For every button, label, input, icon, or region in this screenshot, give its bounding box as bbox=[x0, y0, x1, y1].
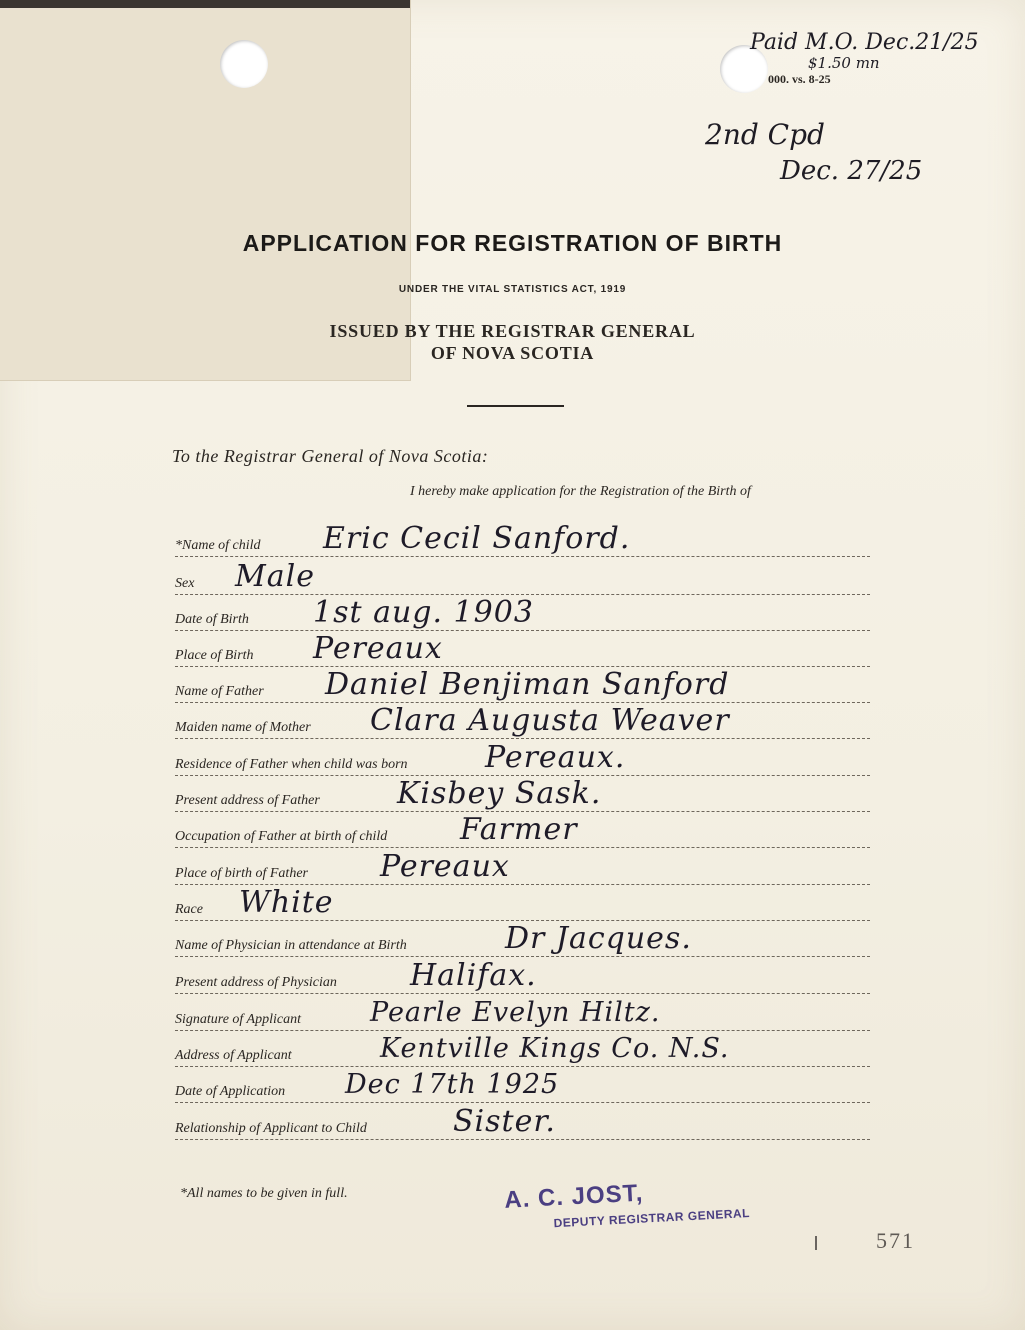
margin-tick-mark bbox=[815, 1236, 817, 1250]
page-title: APPLICATION FOR REGISTRATION OF BIRTH bbox=[242, 230, 783, 256]
field-value: Farmer bbox=[460, 812, 578, 847]
field-value: White bbox=[239, 885, 334, 920]
field-value: Pereaux bbox=[313, 631, 443, 666]
field-place-of-birth bbox=[175, 632, 870, 667]
field-label: Place of Birth bbox=[175, 648, 254, 663]
handwritten-copy-date: Dec. 27/25 bbox=[780, 156, 923, 186]
footnote: *All names to be given in full. bbox=[180, 1186, 348, 1201]
field-occupation-of-father bbox=[175, 813, 870, 848]
field-relationship-to-child bbox=[175, 1105, 870, 1140]
field-value: Kentville Kings Co. N.S. bbox=[380, 1033, 730, 1064]
field-label: Place of birth of Father bbox=[175, 866, 308, 881]
field-value: Clara Augusta Weaver bbox=[370, 703, 730, 738]
field-date-of-application bbox=[175, 1068, 870, 1103]
field-label: Race bbox=[175, 902, 203, 917]
issuer-line-1: ISSUED BY THE REGISTRAR GENERAL bbox=[329, 321, 696, 341]
issuer-heading bbox=[0, 320, 1025, 364]
field-address-of-applicant bbox=[175, 1032, 870, 1067]
field-label: Present address of Physician bbox=[175, 975, 337, 990]
field-label: Date of Application bbox=[175, 1084, 286, 1099]
field-label: Name of Physician in attendance at Birth bbox=[175, 938, 407, 953]
registrar-stamp bbox=[504, 1173, 767, 1243]
field-value: Male bbox=[235, 559, 315, 594]
field-name-of-physician bbox=[175, 922, 870, 957]
top-edge-strip bbox=[0, 0, 410, 8]
page-number: 571 bbox=[876, 1228, 915, 1253]
field-label: Residence of Father when child was born bbox=[175, 757, 408, 772]
field-name-of-father bbox=[175, 668, 870, 703]
field-place-of-birth-of-father bbox=[175, 850, 870, 885]
field-sex bbox=[175, 560, 870, 595]
field-label: Name of Father bbox=[175, 684, 264, 699]
field-value: Dec 17th 1925 bbox=[345, 1069, 560, 1100]
handwritten-payment-amount: $1.50 mn bbox=[808, 54, 880, 72]
field-value: Halifax. bbox=[410, 958, 537, 993]
intro-line: I hereby make application for the Registration of the Birth of bbox=[410, 484, 751, 499]
field-label: Address of Applicant bbox=[175, 1048, 292, 1063]
field-residence-of-father bbox=[175, 741, 870, 776]
field-value: 1st aug. 1903 bbox=[313, 595, 534, 630]
field-label: Relationship of Applicant to Child bbox=[175, 1121, 367, 1136]
field-signature-of-applicant bbox=[175, 996, 870, 1031]
stamp-role: DEPUTY REGISTRAR GENERAL bbox=[553, 1206, 751, 1231]
stamp-name: A. C. JOST, bbox=[503, 1179, 644, 1214]
field-value: Pearle Evelyn Hiltz. bbox=[370, 997, 661, 1028]
field-value: Kisbey Sask. bbox=[397, 776, 602, 811]
field-label: Present address of Father bbox=[175, 793, 320, 808]
field-present-address-of-physician bbox=[175, 959, 870, 994]
page-subtitle: UNDER THE VITAL STATISTICS ACT, 1919 bbox=[398, 284, 627, 295]
field-value: Daniel Benjiman Sanford bbox=[325, 667, 730, 702]
handwritten-copy-note: 2nd Cpd bbox=[705, 118, 825, 151]
field-label: Sex bbox=[175, 576, 195, 591]
handwritten-payment-note: Paid M.O. Dec.21/25 bbox=[750, 30, 979, 55]
punch-hole-left bbox=[220, 40, 268, 88]
field-name-of-child bbox=[175, 522, 870, 557]
field-value: Pereaux. bbox=[485, 740, 626, 775]
form-number: 000. vs. 8-25 bbox=[768, 72, 831, 86]
issuer-line-2: OF NOVA SCOTIA bbox=[430, 343, 595, 363]
field-date-of-birth bbox=[175, 596, 870, 631]
field-maiden-name-of-mother bbox=[175, 704, 870, 739]
field-label: Maiden name of Mother bbox=[175, 720, 311, 735]
field-value: Eric Cecil Sanford. bbox=[323, 521, 631, 556]
field-label: Date of Birth bbox=[175, 612, 249, 627]
field-label: Occupation of Father at birth of child bbox=[175, 829, 388, 844]
field-label: *Name of child bbox=[175, 538, 261, 553]
field-present-address-of-father bbox=[175, 777, 870, 812]
field-value: Dr Jacques. bbox=[505, 921, 692, 956]
addressee-line: To the Registrar General of Nova Scotia: bbox=[172, 446, 489, 466]
title-divider bbox=[467, 405, 564, 407]
field-label: Signature of Applicant bbox=[175, 1012, 301, 1027]
field-value: Sister. bbox=[453, 1104, 556, 1139]
field-race bbox=[175, 886, 870, 921]
field-value: Pereaux bbox=[380, 849, 510, 884]
